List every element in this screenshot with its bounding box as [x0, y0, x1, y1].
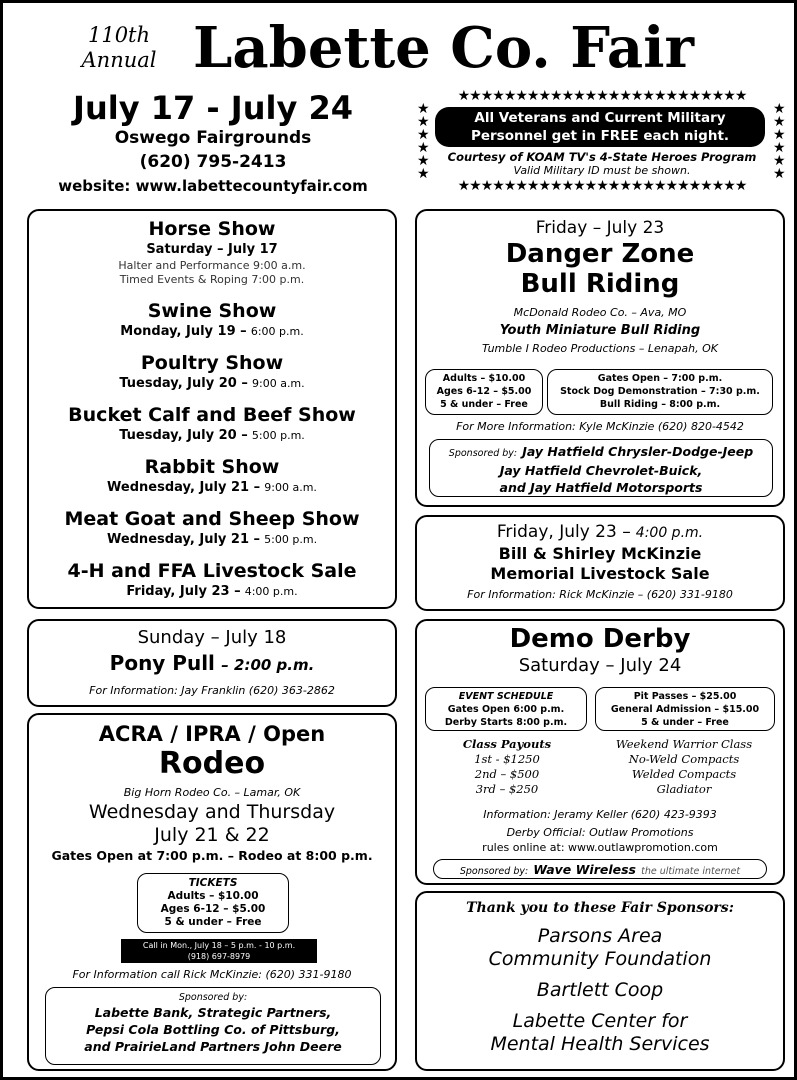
livestock-sale-title: 4-H and FFA Livestock Sale: [67, 560, 357, 582]
derby-classes: [591, 737, 777, 797]
rodeo-title-2: Rodeo: [158, 746, 266, 781]
pony-pull-date: Sunday – July 18: [137, 627, 287, 648]
rodeo-title-1: ACRA / IPRA / Open: [98, 722, 326, 746]
sponsor-parsons-1: Parsons Area: [537, 925, 663, 947]
memorial-sale-info: For Information: Rick McKinzie – (620) 331-9180: [467, 588, 733, 601]
rodeo-call-in-banner: [121, 939, 317, 963]
fair-sponsors-box: [415, 891, 785, 1071]
derby-schedule-heading: EVENT SCHEDULE: [458, 691, 554, 702]
derby-pit-passes: Pit Passes – $25.00: [633, 691, 737, 702]
bull-riding-info: For More Information: Kyle McKinzie (620) 820-4542: [456, 420, 744, 433]
star-border-bottom: ★★★★★★★★★★★★★★★★★★★★★★★★★: [457, 179, 747, 193]
derby-payout-2nd: 2nd – $500: [474, 767, 540, 781]
derby-sponsored-by: Sponsored by:: [459, 866, 529, 877]
bull-sponsored-by: Sponsored by:: [448, 448, 518, 459]
rodeo-tickets-box: [137, 873, 289, 933]
rodeo-days: Wednesday and Thursday: [88, 801, 336, 823]
goat-sheep-show-title: Meat Goat and Sheep Show: [64, 508, 360, 530]
memorial-sale-title-2: Memorial Livestock Sale: [490, 564, 710, 583]
bull-riding-date: Friday – July 23: [535, 218, 665, 238]
bull-riding-title-2: Bull Riding: [520, 269, 680, 299]
derby-payout-3rd: 3rd – $250: [475, 782, 539, 796]
memorial-sale-box: [415, 515, 785, 611]
beef-show-title: Bucket Calf and Beef Show: [68, 404, 356, 426]
rodeo-ticket-adults: Adults – $10.00: [167, 890, 259, 902]
demo-derby-date: Saturday – July 24: [518, 655, 682, 676]
sponsor-parsons-2: Community Foundation: [488, 948, 712, 970]
bull-riding-company: McDonald Rodeo Co. – Ava, MO: [513, 306, 687, 319]
goat-sheep-show-section: [29, 507, 395, 549]
memorial-sale-time: 4:00 p.m.: [635, 525, 704, 541]
derby-class-1: Weekend Warrior Class: [615, 737, 753, 751]
rodeo-ticket-under5: 5 & under – Free: [164, 916, 262, 928]
veterans-line-2: Personnel get in FREE each night.: [470, 128, 730, 144]
veterans-valid-id: Valid Military ID must be shown.: [513, 164, 691, 177]
veterans-courtesy: Courtesy of KOAM TV's 4-State Heroes Program: [447, 150, 757, 164]
swine-show-section: [29, 299, 395, 341]
derby-class-4: Gladiator: [656, 782, 712, 796]
bull-riding-box: [415, 209, 785, 507]
sponsor-labette-center-2: Mental Health Services: [490, 1033, 710, 1055]
derby-official: Derby Official: Outlaw Promotions: [506, 826, 694, 839]
horse-show-title: Horse Show: [148, 218, 276, 240]
veterans-banner: [435, 107, 765, 147]
bull-sponsor-2: Jay Hatfield Chevrolet-Buick,: [499, 463, 703, 478]
bull-price-children: Ages 6-12 – $5.00: [436, 386, 532, 397]
pony-pull-info: For Information: Jay Franklin (620) 363-2862: [89, 684, 335, 697]
derby-general-admission: General Admission – $15.00: [610, 704, 760, 715]
rodeo-sponsor-3: and PrairieLand Partners John Deere: [84, 1039, 342, 1054]
derby-info: Information: Jeramy Keller (620) 423-9393: [483, 808, 717, 821]
pony-pull-box: [27, 619, 397, 707]
anniversary-label: [69, 23, 169, 73]
rodeo-info: For Information call Rick McKinzie: (620) 331-9180: [72, 968, 352, 981]
bull-sponsor-1: Jay Hatfield Chrysler-Dodge-Jeep: [522, 444, 754, 459]
derby-class-2: No-Weld Compacts: [628, 752, 740, 766]
rodeo-box: [27, 713, 397, 1071]
memorial-sale-date: Friday, July 23 –: [496, 522, 631, 542]
sponsor-bartlett: Bartlett Coop: [536, 979, 664, 1001]
bull-sponsor-3: and Jay Hatfield Motorsports: [499, 480, 703, 495]
rodeo-company: Big Horn Rodeo Co. – Lamar, OK: [123, 786, 301, 799]
rodeo-dates: July 21 & 22: [154, 824, 270, 846]
star-border-left: ★ ★ ★ ★ ★ ★: [417, 101, 430, 182]
fair-dates: July 17 - July 24: [73, 89, 353, 127]
goat-sheep-show-date: Wednesday, July 21 –: [106, 532, 261, 547]
swine-show-title: Swine Show: [147, 300, 277, 322]
pony-pull-title: Pony Pull: [109, 651, 215, 675]
memorial-sale-title-1: Bill & Shirley McKinzie: [498, 544, 702, 563]
sponsor-labette-center-1: Labette Center for: [512, 1010, 688, 1032]
demo-derby-box: [415, 619, 785, 885]
pony-pull-time: – 2:00 p.m.: [221, 656, 315, 674]
rabbit-show-section: [29, 455, 395, 497]
poultry-show-title: Poultry Show: [140, 352, 284, 374]
rodeo-sponsored-by: Sponsored by:: [178, 992, 248, 1003]
bull-gates-open: Gates Open – 7:00 p.m.: [597, 373, 723, 384]
derby-rules: rules online at: www.outlawpromotion.com: [482, 841, 718, 854]
rabbit-show-date: Wednesday, July 21 –: [107, 480, 261, 495]
sponsors-heading: Thank you to these Fair Sponsors:: [466, 900, 734, 916]
derby-schedule-box: [425, 687, 587, 731]
rodeo-ticket-children: Ages 6-12 – $5.00: [160, 903, 266, 915]
bull-sponsor-box: [429, 439, 773, 497]
anniversary-number: 110th: [87, 23, 151, 47]
bull-prices-box: [425, 369, 543, 415]
fair-venue: Oswego Fairgrounds: [114, 128, 312, 148]
derby-payouts: [427, 737, 587, 797]
bull-riding-time: Bull Riding – 8:00 p.m.: [599, 399, 721, 410]
rodeo-call-in-phone: (918) 697-8979: [187, 952, 251, 961]
poultry-show-section: [29, 351, 395, 393]
livestock-sale-section: [29, 559, 395, 601]
bull-price-under5: 5 & under – Free: [440, 399, 528, 410]
demo-derby-title: Demo Derby: [509, 624, 691, 654]
goat-sheep-show-time: 5:00 p.m.: [264, 533, 318, 546]
tumble-rodeo: Tumble I Rodeo Productions – Lenapah, OK: [481, 342, 719, 355]
beef-show-time: 5:00 p.m.: [251, 429, 305, 442]
derby-sponsor-tagline: the ultimate internet: [641, 866, 741, 877]
rabbit-show-time: 9:00 a.m.: [264, 481, 317, 494]
derby-start-time: Derby Starts 8:00 p.m.: [444, 717, 568, 728]
derby-sponsor: Wave Wireless: [533, 862, 636, 877]
derby-passes-box: [595, 687, 775, 731]
fair-website: website: www.labettecountyfair.com: [58, 177, 368, 195]
livestock-sale-date: Friday, July 23 –: [126, 584, 241, 599]
veterans-line-1: All Veterans and Current Military: [474, 110, 726, 126]
youth-bull-riding: Youth Miniature Bull Riding: [499, 323, 701, 338]
bull-price-adults: Adults – $10.00: [442, 373, 526, 384]
rodeo-gates: Gates Open at 7:00 p.m. – Rodeo at 8:00 p.m.: [51, 848, 373, 863]
horse-show-section: [29, 217, 395, 287]
derby-gates-open: Gates Open 6:00 p.m.: [447, 704, 565, 715]
rodeo-sponsor-2: Pepsi Cola Bottling Co. of Pittsburg,: [86, 1022, 340, 1037]
bull-schedule-box: [547, 369, 773, 415]
swine-show-time: 6:00 p.m.: [250, 325, 304, 338]
derby-payouts-heading: Class Payouts: [462, 737, 552, 751]
derby-payout-1st: 1st - $1250: [474, 752, 540, 766]
star-border-right: ★ ★ ★ ★ ★ ★: [773, 101, 786, 182]
swine-show-date: Monday, July 19 –: [120, 324, 247, 339]
rodeo-call-in-hours: Call in Mon., July 18 – 5 p.m. - 10 p.m.: [142, 941, 296, 950]
poultry-show-date: Tuesday, July 20 –: [119, 376, 248, 391]
bull-stock-dog: Stock Dog Demonstration – 7:30 p.m.: [560, 386, 760, 397]
rodeo-tickets-heading: TICKETS: [188, 877, 238, 889]
fair-phone: (620) 795-2413: [139, 152, 287, 172]
horse-show-detail-2: Timed Events & Roping 7:00 p.m.: [119, 273, 305, 286]
rodeo-sponsor-box: [45, 987, 381, 1065]
bull-riding-title-1: Danger Zone: [505, 239, 695, 269]
star-border-top: ★★★★★★★★★★★★★★★★★★★★★★★★★: [457, 89, 747, 103]
rabbit-show-title: Rabbit Show: [144, 456, 280, 478]
horse-show-date: Saturday – July 17: [146, 242, 278, 257]
page-title: Labette Co. Fair: [193, 15, 694, 81]
derby-sponsor-box: [433, 859, 767, 879]
derby-class-3: Welded Compacts: [631, 767, 737, 781]
anniversary-word: Annual: [81, 48, 157, 72]
rodeo-sponsor-1: Labette Bank, Strategic Partners,: [94, 1005, 332, 1020]
beef-show-section: [29, 403, 395, 445]
livestock-sale-time: 4:00 p.m.: [244, 585, 298, 598]
beef-show-date: Tuesday, July 20 –: [119, 428, 248, 443]
poultry-show-time: 9:00 a.m.: [252, 377, 305, 390]
derby-under5: 5 & under – Free: [641, 717, 729, 728]
horse-show-detail-1: Halter and Performance 9:00 a.m.: [118, 259, 306, 272]
livestock-shows-box: [27, 209, 397, 609]
